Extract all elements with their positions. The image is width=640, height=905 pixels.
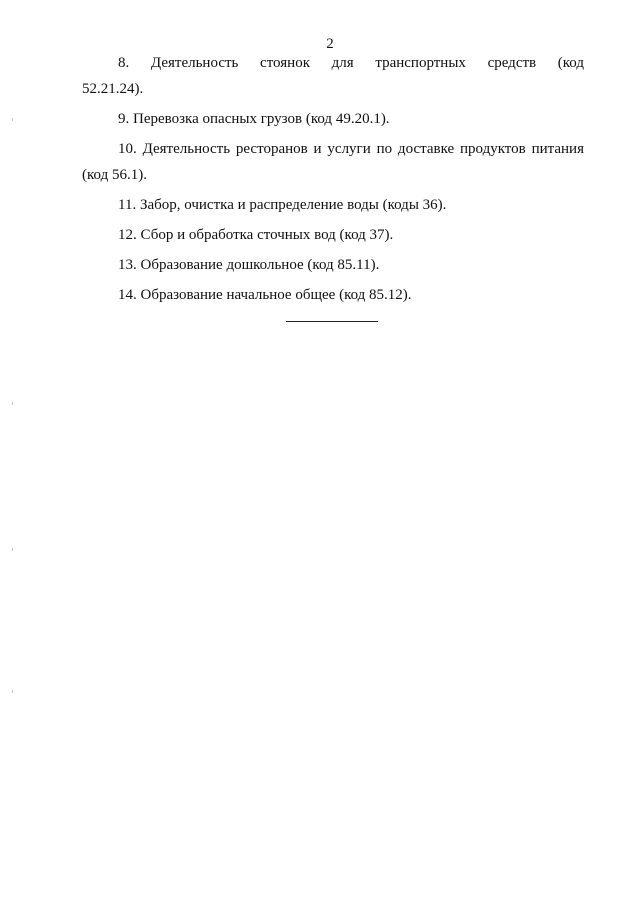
list-item — [82, 282, 584, 308]
scan-speck — [12, 402, 13, 405]
list-item — [82, 50, 584, 102]
list-item-text: 14. Образование начальное общее (код 85.12). — [118, 287, 412, 303]
page-number: 2 — [326, 36, 334, 52]
list-item-text: 12. Сбор и обработка сточных вод (код 37). — [118, 227, 394, 243]
list-item — [82, 136, 584, 188]
scan-speck — [12, 690, 13, 693]
list-item — [82, 222, 584, 248]
list-item — [82, 252, 584, 278]
list-item-text: 10. Деятельность ресторанов и услуги по доставке продуктов питания (код 56.1). — [82, 141, 584, 183]
list-item-text: 9. Перевозка опасных грузов (код 49.20.1). — [118, 111, 390, 127]
list-item-text: 8. Деятельность стоянок для транспортных средств (код 52.21.24). — [82, 55, 584, 97]
scan-speck — [12, 548, 13, 551]
list-item — [82, 192, 584, 218]
scan-speck — [12, 118, 13, 121]
closing-divider — [286, 321, 378, 322]
list-item — [82, 106, 584, 132]
activity-list — [82, 50, 584, 308]
list-item-text: 13. Образование дошкольное (код 85.11). — [118, 257, 380, 273]
list-item-text: 11. Забор, очистка и распределение воды (коды 36). — [118, 197, 447, 213]
